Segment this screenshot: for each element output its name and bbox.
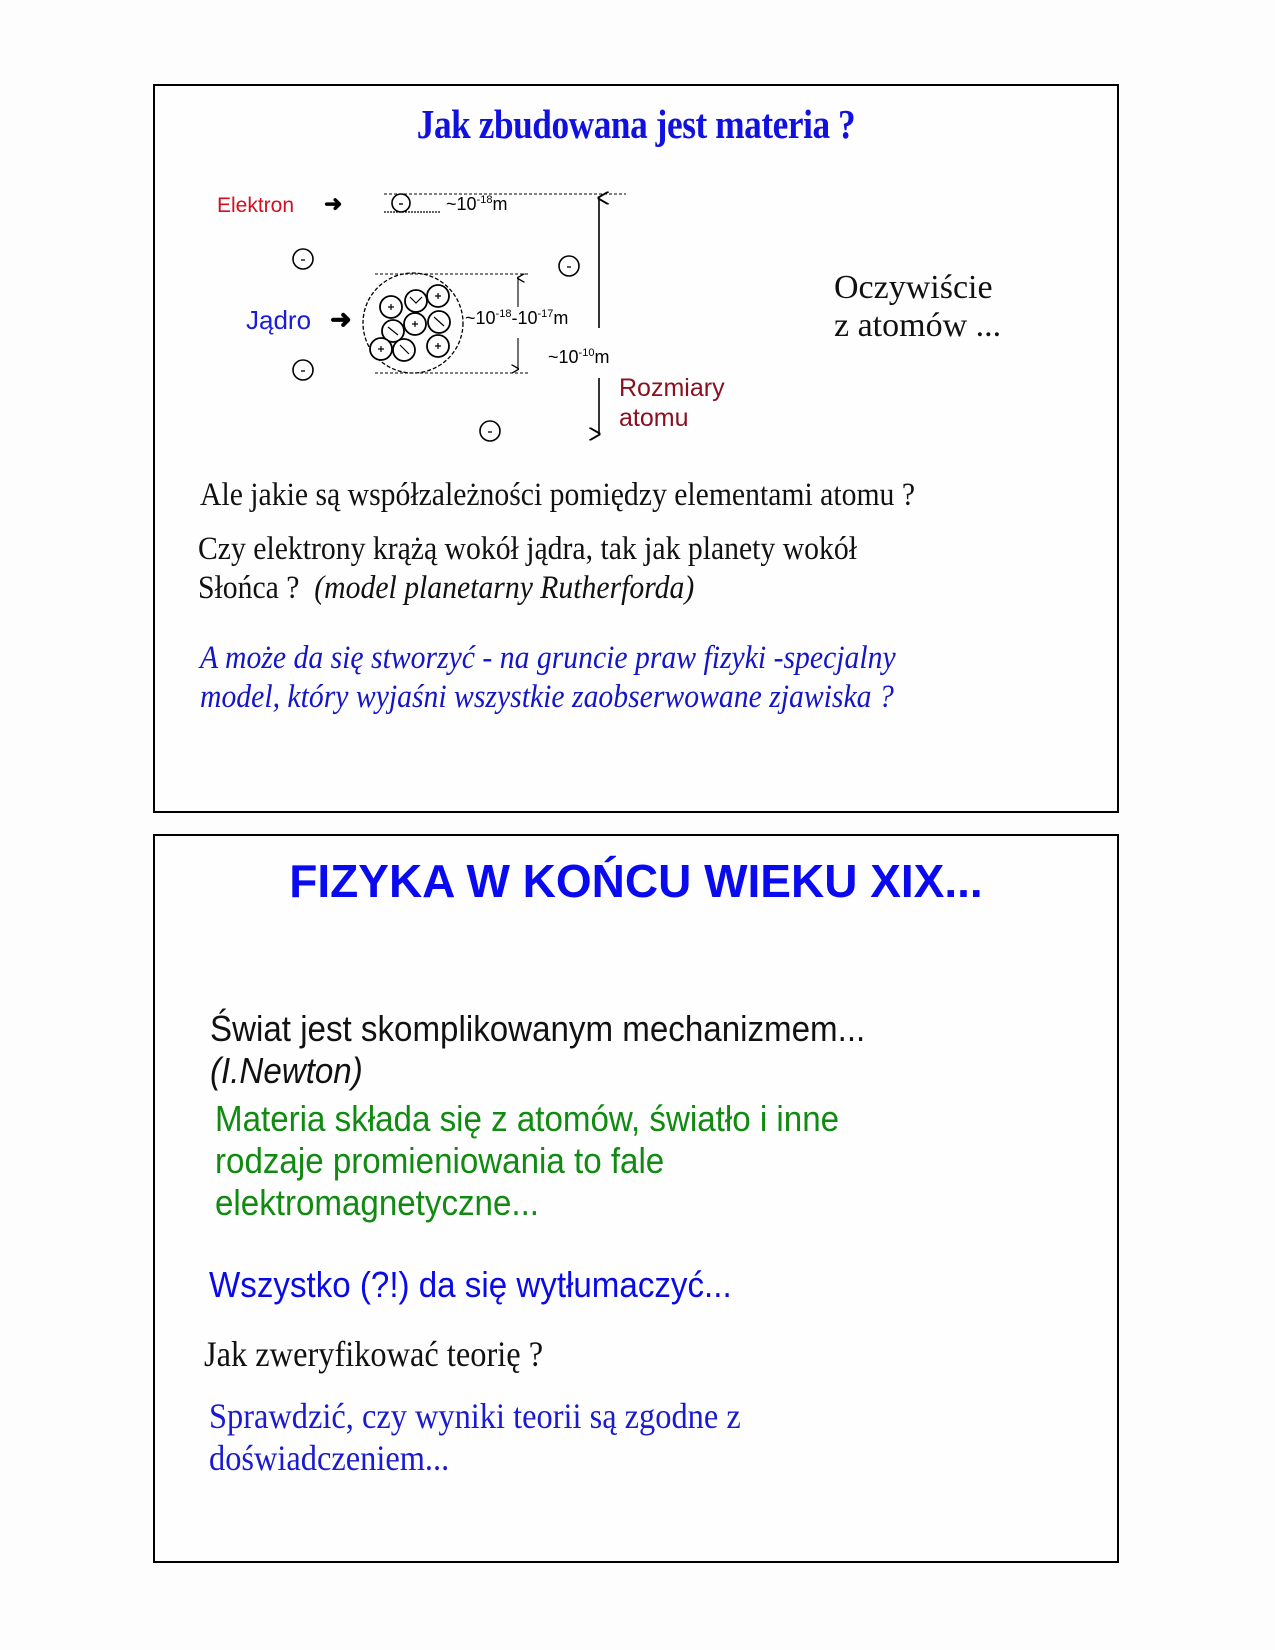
electron-size-label: $\sim 10^{-18}m$ (446, 194, 508, 214)
nucleus-arrow-icon: ➜ (330, 304, 352, 334)
electron-icon (293, 360, 313, 380)
question-2: Czy elektrony krążą wokół jądra, tak jak planety wokół Słońca ? (model planetarny Rutherforda) (198, 531, 857, 606)
electron-icon (480, 421, 500, 441)
atom-size-caption: Rozmiary atomu (619, 374, 725, 432)
question-3: A może da się stworzyć - na gruncie praw fizyki -specjalny model, który wyjaśni wszystkie zaobserwowane zjawiska ? (200, 640, 896, 715)
nucleus-label: Jądro (246, 305, 312, 335)
slide-2 (153, 834, 1119, 1563)
electron-icon (293, 249, 313, 269)
verification-answer: Sprawdzić, czy wyniki teorii są zgodne z doświadczeniem... (209, 1396, 741, 1478)
slide-2-title: FIZYKA W KOŃCU WIEKU XIX... (289, 855, 983, 907)
slide-1-title: Jak zbudowana jest materia ? (416, 101, 856, 147)
electron-icon (559, 256, 579, 276)
atom-diagram (205, 186, 765, 486)
side-note: Oczywiście z atomów ... (834, 269, 1002, 344)
atom-diagram-graphic (205, 186, 765, 486)
verification-question: Jak zweryfikować teorię ? (204, 1334, 544, 1374)
nucleus-size-label: $\sim 10^{-18}-10^{-17}m$ (465, 308, 569, 328)
matter-statement: Materia składa się z atomów, światło i inne rodzaje promieniowania to fale elektromagnetyczne... (215, 1098, 840, 1223)
atom-size-label: $\sim 10^{-10}m$ (548, 347, 610, 367)
newton-statement: Świat jest skomplikowanym mechanizmem... (I.Newton) (210, 1008, 866, 1091)
electron-arrow-icon: ➜ (324, 191, 343, 216)
everything-explained: Wszystko (?!) da się wytłumaczyć... (209, 1264, 732, 1305)
electron-label: Elektron (217, 194, 295, 217)
question-1: Ale jakie są współzależności pomiędzy elementami atomu ? (200, 477, 916, 513)
nucleus-icon (363, 273, 463, 373)
electron-icon (392, 194, 410, 212)
slide-1 (153, 84, 1119, 813)
